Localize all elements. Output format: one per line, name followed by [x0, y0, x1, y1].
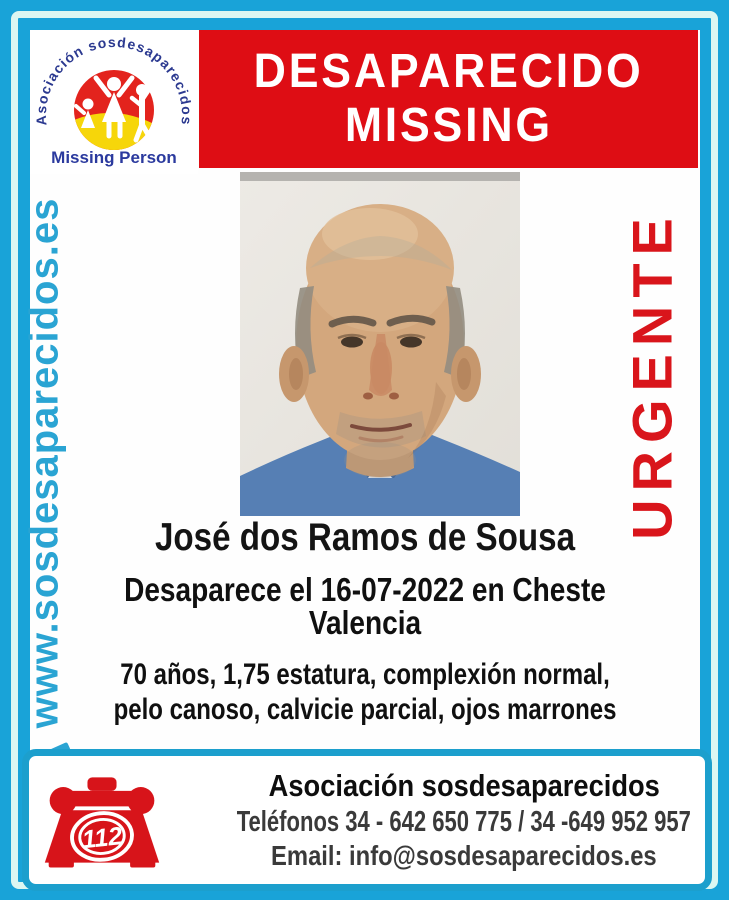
disappearance-line2: Valencia	[308, 604, 422, 641]
association-logo	[30, 30, 198, 174]
banner-line-missing: MISSING	[344, 99, 553, 152]
disappearance-line1: Desaparece el 16-07-2022 en Cheste	[124, 571, 606, 608]
missing-banner	[199, 30, 698, 168]
contact-phones: Teléfonos 34 - 642 650 775 / 34 -649 952 957	[236, 806, 691, 838]
website-vertical-text: www.sosdesaparecidos.es	[22, 197, 67, 729]
person-description	[97, 657, 633, 728]
contact-email: Email: info@sosdesaparecidos.es	[270, 840, 657, 871]
description-line2: pelo canoso, calvicie parcial, ojos marrones	[113, 693, 617, 727]
logo-caption: Missing Person	[51, 148, 177, 167]
emergency-number: 112	[80, 822, 124, 855]
description-line1: 70 años, 1,75 estatura, complexión normal,	[120, 658, 610, 691]
logo-arc-text: Asociación sosdesaparecidos	[32, 33, 196, 127]
contact-text	[165, 768, 729, 872]
association-name: Asociación sosdesaparecidos	[268, 768, 660, 803]
phone-112-icon	[39, 771, 165, 869]
poster-content	[22, 30, 700, 871]
family-figures-logo-icon	[30, 30, 198, 150]
banner-line-desaparecido: DESAPARECIDO	[253, 45, 644, 99]
urgente-vertical-text: URGENTE	[620, 210, 684, 540]
contact-box	[22, 749, 712, 891]
person-name: José dos Ramos de Sousa	[154, 516, 576, 559]
missing-person-photo	[240, 172, 520, 516]
disappearance-info	[80, 573, 650, 639]
